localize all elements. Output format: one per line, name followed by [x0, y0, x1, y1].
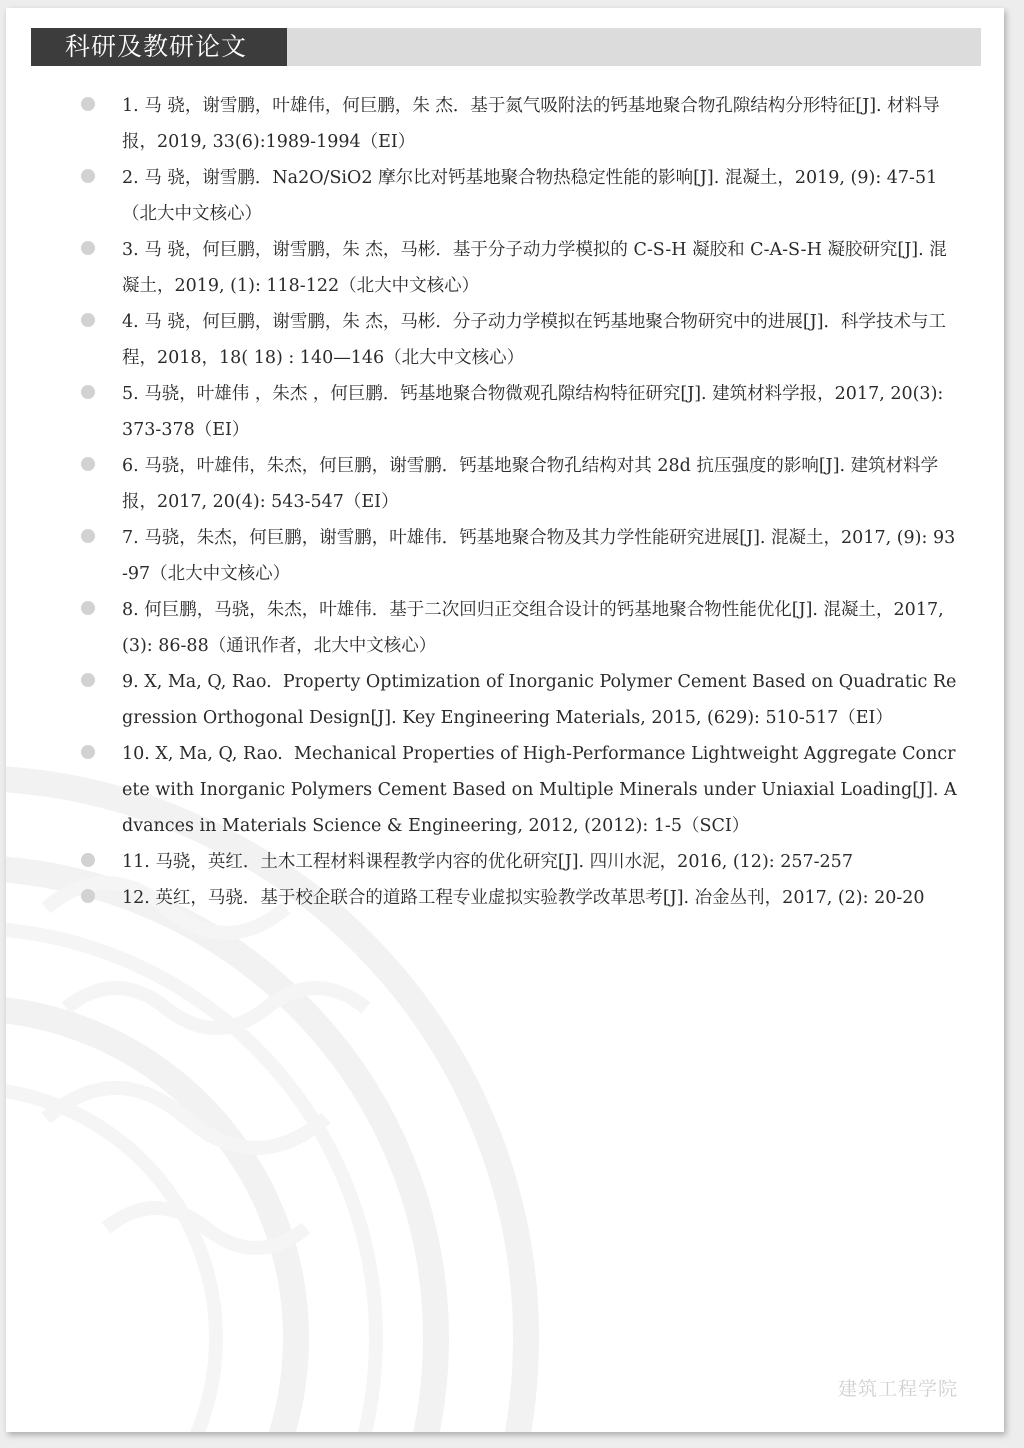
publication-text: 5. 马骁，叶雄伟 ，朱杰 ，何巨鹏．钙基地聚合物微观孔隙结构特征研究[J]. 建筑材料学报，2017, 20(3): 373-378（EI）: [122, 384, 949, 440]
bullet-icon: [81, 457, 95, 471]
bullet-icon: [81, 673, 95, 687]
publication-text: 7. 马骁，朱杰，何巨鹏，谢雪鹏，叶雄伟．钙基地聚合物及其力学性能研究进展[J]. 混凝土，2017, (9): 93-97（北大中文核心）: [122, 528, 956, 584]
publication-text: 10. X, Ma, Q, Rao. Mechanical Properties of High-Performance Lightweight Aggregate Concrete with Inorganic Polymers Cement Based on Multiple Minerals under Uniaxial Loading[J]. Advances in Materials Science & Engineering, 2012, (2012): 1-5（SCI）: [122, 744, 957, 836]
publication-text: 8. 何巨鹏，马骁，朱杰，叶雄伟．基于二次回归正交组合设计的钙基地聚合物性能优化[J]. 混凝土，2017, (3): 86-88（通讯作者，北大中文核心）: [122, 600, 950, 656]
list-item: [78, 844, 958, 880]
list-item: [78, 736, 958, 844]
footer-label: 建筑工程学院: [837, 1378, 958, 1400]
bullet-icon: [81, 601, 95, 615]
bullet-icon: [81, 889, 95, 903]
list-item: [78, 88, 958, 160]
list-item: [78, 376, 958, 448]
document-page: [6, 8, 1004, 1432]
list-item: [78, 160, 958, 232]
bullet-icon: [81, 385, 95, 399]
publication-text: 1. 马 骁，谢雪鹏，叶雄伟，何巨鹏，朱 杰．基于氮气吸附法的钙基地聚合物孔隙结构分形特征[J]. 材料导报，2019, 33(6):1989-1994（EI）: [122, 96, 940, 152]
bullet-icon: [81, 169, 95, 183]
publication-text: 12. 英红，马骁．基于校企联合的道路工程专业虚拟实验教学改革思考[J]. 冶金丛刊，2017, (2): 20-20: [122, 888, 925, 908]
section-title: 科研及教研论文: [31, 28, 287, 66]
publication-text: 2. 马 骁，谢雪鹏．Na2O/SiO2 摩尔比对钙基地聚合物热稳定性能的影响[J]. 混凝土，2019, (9): 47-51（北大中文核心）: [122, 168, 938, 224]
bullet-icon: [81, 241, 95, 255]
publication-text: 3. 马 骁，何巨鹏，谢雪鹏，朱 杰，马彬．基于分子动力学模拟的 C-S-H 凝胶和 C-A-S-H 凝胶研究[J]. 混凝土，2019, (1): 118-122（北大中文核心）: [122, 240, 947, 296]
bullet-icon: [81, 313, 95, 327]
bullet-icon: [81, 529, 95, 543]
list-item: [78, 232, 958, 304]
publication-text: 11. 马骁，英红．土木工程材料课程教学内容的优化研究[J]. 四川水泥，2016, (12): 257-257: [122, 852, 853, 872]
bullet-icon: [81, 745, 95, 759]
publication-text: 9. X, Ma, Q, Rao. Property Optimization of Inorganic Polymer Cement Based on Quadratic Regression Orthogonal Design[J]. Key Engineering Materials, 2015, (629): 510-517（EI）: [122, 672, 957, 728]
publication-text: 4. 马 骁，何巨鹏，谢雪鹏，朱 杰，马彬．分子动力学模拟在钙基地聚合物研究中的进展[J]．科学技术与工程，2018，18( 18) : 140—146（北大中文核心）: [122, 312, 947, 368]
publication-list: [78, 88, 958, 916]
bullet-icon: [81, 853, 95, 867]
list-item: [78, 520, 958, 592]
list-item: [78, 592, 958, 664]
bullet-icon: [81, 97, 95, 111]
list-item: [78, 448, 958, 520]
publication-text: 6. 马骁，叶雄伟，朱杰，何巨鹏，谢雪鹏．钙基地聚合物孔结构对其 28d 抗压强度的影响[J]. 建筑材料学报，2017, 20(4): 543-547（EI）: [122, 456, 939, 512]
list-item: [78, 880, 958, 916]
list-item: [78, 304, 958, 376]
list-item: [78, 664, 958, 736]
